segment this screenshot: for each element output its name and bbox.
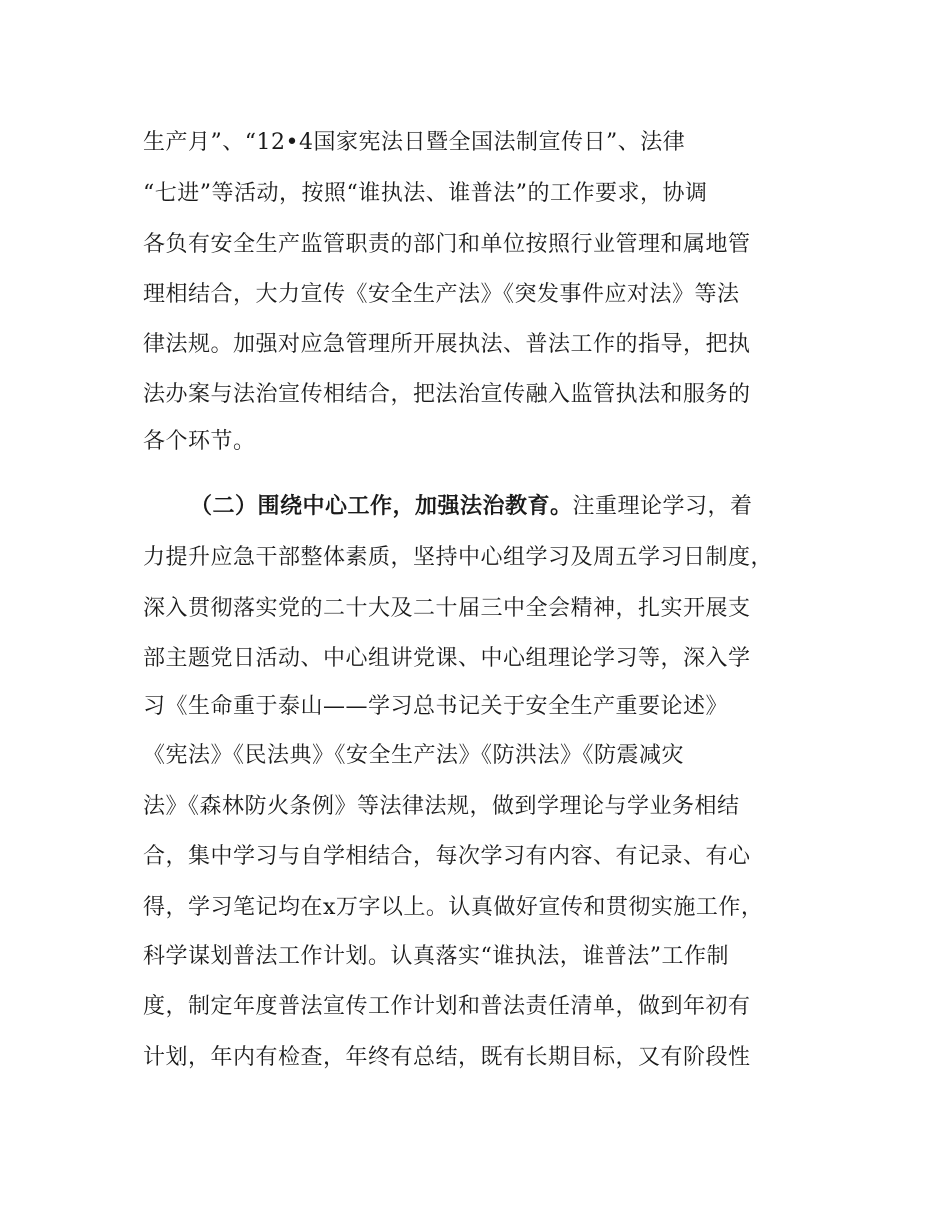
p1-line-6: 法办案与法治宣传相结合，把法治宣传融入监管执法和服务的 <box>143 382 751 407</box>
p1-line-4: 理相结合，大力宣传《安全生产法》《突发事件应对法》等法 <box>143 282 740 307</box>
p1-line-1: 生产月”、“12•4国家宪法日暨全国法制宣传日”、法律 <box>143 130 686 155</box>
p1-line-3: 各负有安全生产监管职责的部门和单位按照行业管理和属地管 <box>143 232 751 257</box>
p2-line-3: 深入贯彻落实党的二十大及二十届三中全会精神，扎实开展支 <box>143 596 751 621</box>
p1-line-2: “七进”等活动，按照“谁执法、谁普法”的工作要求，协调 <box>143 181 708 206</box>
p2-line-6: 《宪法》《民法典》《安全生产法》《防洪法》《防震减灾 <box>143 743 685 768</box>
p2-line-12: 计划，年内有检查，年终有总结，既有长期目标，又有阶段性 <box>143 1045 751 1070</box>
p2-first-line <box>190 494 753 520</box>
p2-line-8: 合，集中学习与自学相结合，每次学习有内容、有记录、有心 <box>143 844 751 869</box>
p2-line-7: 法》《森林防火条例》等法律法规，做到学理论与学业务相结 <box>143 794 740 819</box>
p2-line-9: 得，学习笔记均在x万字以上。认真做好宣传和贯彻实施工作， <box>143 895 764 920</box>
p2-line-2: 力提升应急干部整体素质，坚持中心组学习及周五学习日制度， <box>143 545 774 570</box>
section-heading: （二）围绕中心工作，加强法治教育。 <box>190 494 573 519</box>
p2-line-11: 度，制定年度普法宣传工作计划和普法责任清单，做到年初有 <box>143 994 751 1019</box>
p2-first-line-rest: 注重理论学习，着 <box>572 494 753 519</box>
p2-line-10: 科学谋划普法工作计划。认真落实“谁执法，谁普法”工作制 <box>143 944 729 969</box>
p1-line-5: 律法规。加强对应急管理所开展执法、普法工作的指导，把执 <box>143 332 751 357</box>
p2-line-5: 习《生命重于泰山——学习总书记关于安全生产重要论述》 <box>143 694 729 719</box>
p2-line-4: 部主题党日活动、中心组讲党课、中心组理论学习等，深入学 <box>143 646 751 671</box>
p1-line-7: 各个环节。 <box>143 429 256 454</box>
